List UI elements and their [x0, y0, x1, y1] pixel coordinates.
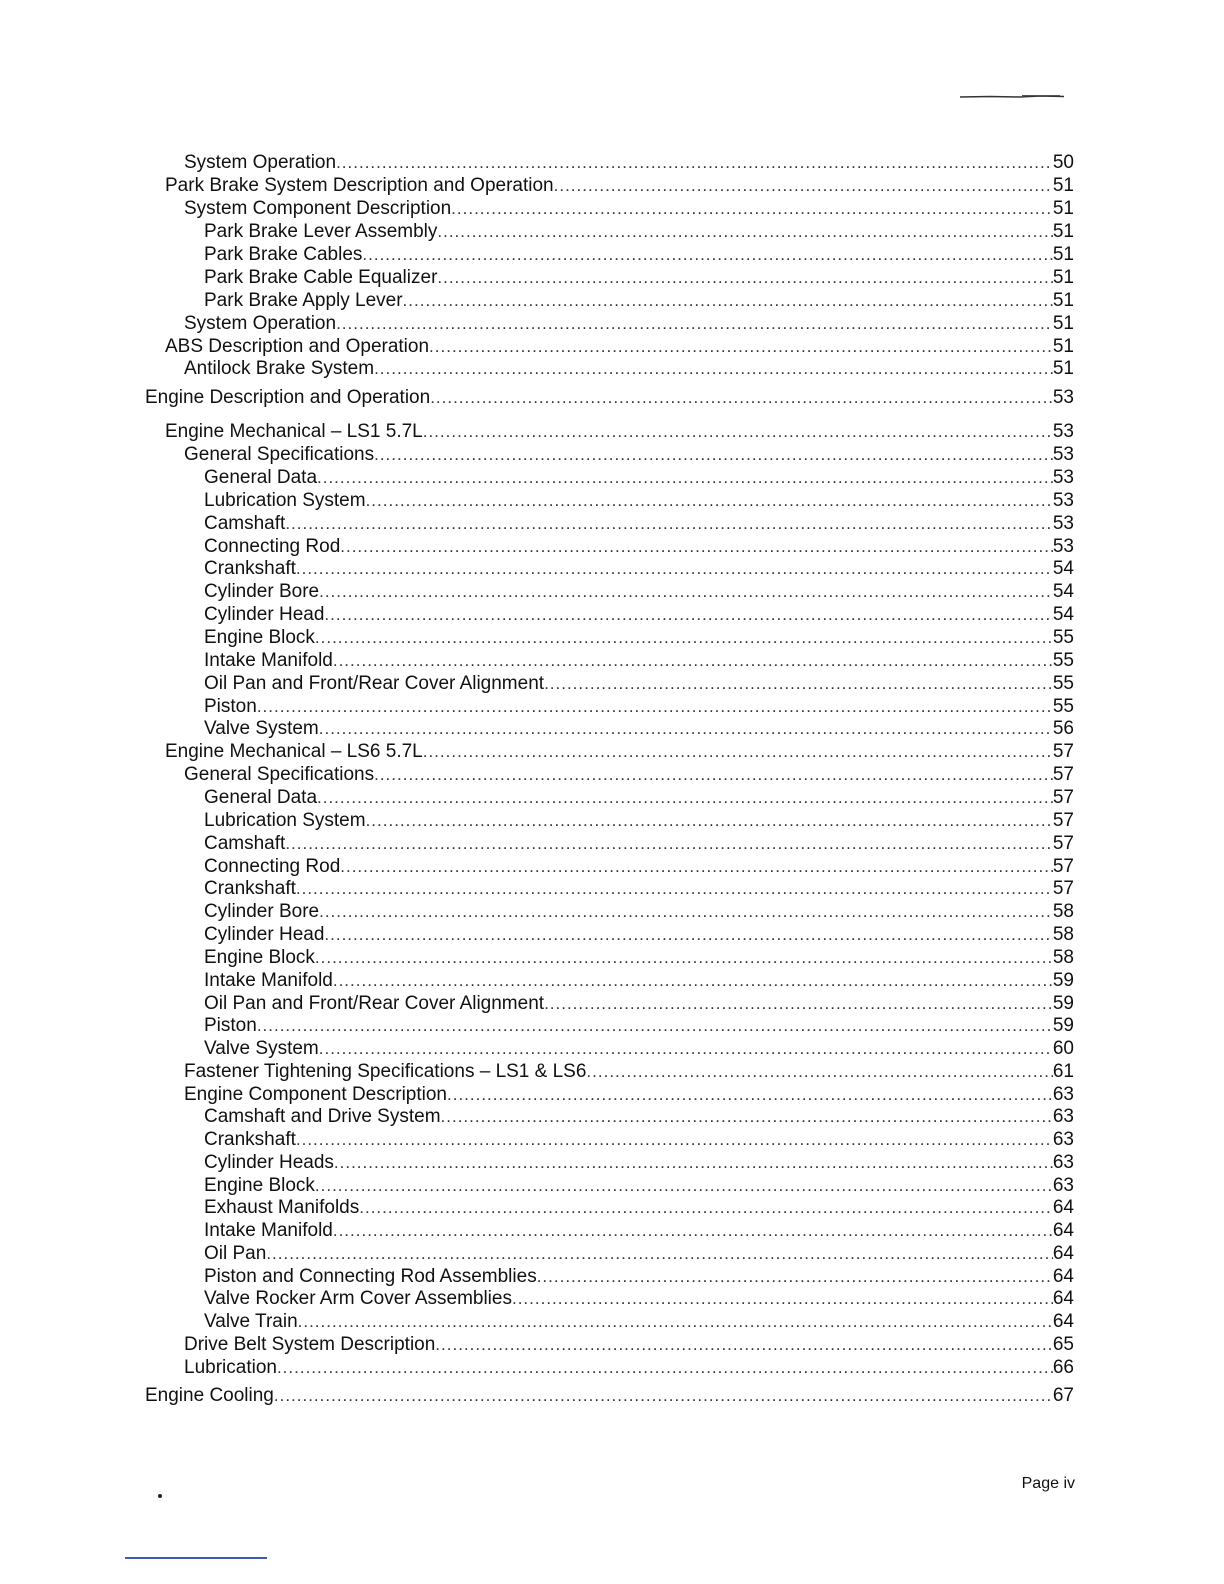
toc-entry-title: Park Brake Lever Assembly: [204, 221, 438, 242]
toc-entry[interactable]: [204, 1220, 1074, 1242]
toc-entry[interactable]: [204, 1175, 1074, 1197]
toc-entry-title: Engine Mechanical – LS6 5.7L: [165, 741, 423, 762]
toc-entry-title: Connecting Rod: [204, 856, 341, 877]
toc-leader-dots: [435, 1334, 1053, 1356]
toc-entry[interactable]: [145, 387, 1074, 409]
toc-entry-page: 64: [1052, 1266, 1074, 1287]
toc-entry-title: Camshaft: [204, 833, 286, 854]
toc-leader-dots: [285, 513, 1053, 535]
toc-entry[interactable]: [204, 1106, 1074, 1128]
toc-leader-dots: [319, 718, 1053, 740]
toc-leader-dots: [257, 1015, 1053, 1037]
toc-entry-page: 51: [1052, 221, 1074, 242]
toc-entry-title: Piston: [204, 1015, 257, 1036]
toc-leader-dots: [315, 1175, 1053, 1197]
toc-entry-page: 57: [1052, 787, 1074, 808]
toc-entry[interactable]: [184, 1084, 1074, 1106]
toc-entry[interactable]: [204, 650, 1074, 672]
toc-leader-dots: [317, 467, 1053, 489]
toc-entry[interactable]: [204, 627, 1074, 649]
toc-entry-title: Cylinder Head: [204, 604, 325, 625]
toc-entry-page: 51: [1052, 290, 1074, 311]
toc-entry[interactable]: [204, 1311, 1074, 1333]
toc-entry[interactable]: [204, 467, 1074, 489]
toc-entry-page: 57: [1052, 810, 1074, 831]
toc-entry-title: Valve Train: [204, 1311, 298, 1332]
toc-entry-page: 64: [1052, 1243, 1074, 1264]
toc-entry[interactable]: [184, 764, 1074, 786]
toc-entry-title: Engine Description and Operation: [145, 387, 431, 408]
toc-leader-dots: [512, 1288, 1053, 1310]
toc-entry[interactable]: [165, 175, 1074, 197]
toc-entry[interactable]: [165, 336, 1074, 358]
toc-entry-page: 55: [1052, 650, 1074, 671]
scan-dot-mark: [158, 1494, 162, 1498]
toc-entry-page: 57: [1052, 833, 1074, 854]
toc-entry[interactable]: [204, 947, 1074, 969]
toc-entry-title: Oil Pan and Front/Rear Cover Alignment: [204, 993, 545, 1014]
toc-entry-title: Camshaft and Drive System: [204, 1106, 441, 1127]
toc-leader-dots: [333, 970, 1053, 992]
toc-entry[interactable]: [184, 152, 1074, 174]
toc-entry[interactable]: [204, 290, 1074, 312]
toc-entry[interactable]: [204, 810, 1074, 832]
toc-entry-page: 51: [1052, 313, 1074, 334]
toc-entry-title: Engine Block: [204, 947, 315, 968]
toc-leader-dots: [296, 558, 1053, 580]
toc-leader-dots: [336, 313, 1053, 335]
toc-entry-title: Park Brake Cable Equalizer: [204, 267, 438, 288]
toc-entry-page: 55: [1052, 673, 1074, 694]
toc-entry-page: 53: [1052, 490, 1074, 511]
toc-entry-title: Camshaft: [204, 513, 286, 534]
toc-entry-title: Exhaust Manifolds: [204, 1197, 360, 1218]
toc-entry-title: Lubrication System: [204, 810, 366, 831]
toc-entry-page: 63: [1052, 1084, 1074, 1105]
toc-entry[interactable]: [184, 198, 1074, 220]
toc-entry-title: Fastener Tightening Specifications – LS1 & LS6: [184, 1061, 587, 1082]
toc-entry-page: 67: [1052, 1385, 1074, 1406]
toc-entry[interactable]: [204, 1288, 1074, 1310]
toc-entry-title: Crankshaft: [204, 1129, 296, 1150]
toc-entry-page: 64: [1052, 1220, 1074, 1241]
toc-entry-title: Lubrication System: [204, 490, 366, 511]
toc-leader-dots: [544, 993, 1053, 1015]
toc-leader-dots: [366, 490, 1053, 512]
toc-entry[interactable]: [204, 878, 1074, 900]
toc-entry-title: Park Brake Apply Lever: [204, 290, 403, 311]
toc-entry-page: 58: [1052, 901, 1074, 922]
toc-leader-dots: [374, 358, 1053, 380]
toc-entry-title: Piston: [204, 696, 257, 717]
toc-leader-dots: [336, 152, 1053, 174]
toc-entry[interactable]: [204, 673, 1074, 695]
toc-leader-dots: [544, 673, 1053, 695]
toc-entry-title: Engine Block: [204, 1175, 315, 1196]
toc-entry[interactable]: [204, 1197, 1074, 1219]
toc-entry-page: 54: [1052, 581, 1074, 602]
toc-entry-title: Engine Block: [204, 627, 315, 648]
toc-entry-title: Park Brake System Description and Operation: [165, 175, 554, 196]
toc-leader-dots: [315, 627, 1053, 649]
toc-entry-title: Drive Belt System Description: [184, 1334, 436, 1355]
toc-entry-page: 53: [1052, 513, 1074, 534]
toc-leader-dots: [319, 901, 1053, 923]
toc-leader-dots: [403, 290, 1053, 312]
toc-entry[interactable]: [204, 581, 1074, 603]
toc-leader-dots: [340, 536, 1053, 558]
toc-entry-title: General Data: [204, 467, 318, 488]
toc-entry[interactable]: [184, 1061, 1074, 1083]
toc-entry-title: General Specifications: [184, 764, 375, 785]
toc-entry[interactable]: [165, 741, 1074, 763]
toc-entry[interactable]: [204, 901, 1074, 923]
toc-leader-dots: [554, 175, 1053, 197]
toc-entry[interactable]: [184, 444, 1074, 466]
toc-entry[interactable]: [204, 244, 1074, 266]
toc-entry-page: 56: [1052, 718, 1074, 739]
toc-entry-page: 51: [1052, 336, 1074, 357]
toc-entry-page: 66: [1052, 1357, 1074, 1378]
toc-entry-page: 54: [1052, 604, 1074, 625]
toc-entry-title: System Component Description: [184, 198, 452, 219]
toc-entry-page: 59: [1052, 970, 1074, 991]
toc-entry-title: Intake Manifold: [204, 970, 333, 991]
toc-leader-dots: [423, 741, 1053, 763]
toc-entry-page: 55: [1052, 627, 1074, 648]
toc-leader-dots: [359, 1197, 1053, 1219]
toc-leader-dots: [362, 244, 1052, 266]
toc-leader-dots: [274, 1385, 1053, 1407]
toc-entry-title: General Specifications: [184, 444, 375, 465]
toc-entry[interactable]: [204, 833, 1074, 855]
toc-entry[interactable]: [204, 993, 1074, 1015]
toc-entry[interactable]: [184, 313, 1074, 335]
toc-entry[interactable]: [204, 696, 1074, 718]
toc-entry[interactable]: [184, 1357, 1074, 1379]
toc-leader-dots: [315, 947, 1053, 969]
toc-entry-page: 63: [1052, 1106, 1074, 1127]
toc-entry-title: Valve System: [204, 1038, 319, 1059]
toc-entry[interactable]: [204, 1152, 1074, 1174]
toc-entry-title: Engine Cooling: [145, 1385, 274, 1406]
toc-leader-dots: [423, 421, 1053, 443]
toc-leader-dots: [340, 856, 1053, 878]
toc-entry[interactable]: [184, 358, 1074, 380]
toc-entry-page: 51: [1052, 358, 1074, 379]
toc-leader-dots: [317, 787, 1053, 809]
toc-entry-title: System Operation: [184, 313, 337, 334]
toc-leader-dots: [285, 833, 1053, 855]
toc-entry-page: 63: [1052, 1129, 1074, 1150]
toc-entry[interactable]: [204, 787, 1074, 809]
toc-leader-dots: [451, 198, 1053, 220]
page-number-label: Page iv: [1021, 1475, 1075, 1492]
toc-leader-dots: [437, 267, 1052, 289]
toc-entry-page: 53: [1052, 467, 1074, 488]
toc-entry-page: 51: [1052, 175, 1074, 196]
toc-entry[interactable]: [204, 718, 1074, 740]
toc-entry-page: 59: [1052, 993, 1074, 1014]
toc-entry-title: Park Brake Cables: [204, 244, 363, 265]
toc-leader-dots: [296, 878, 1053, 900]
toc-entry[interactable]: [184, 1334, 1074, 1356]
toc-leader-dots: [324, 924, 1052, 946]
toc-entry[interactable]: [204, 1129, 1074, 1151]
toc-entry[interactable]: [204, 1015, 1074, 1037]
toc-entry[interactable]: [204, 604, 1074, 626]
toc-entry-title: Lubrication: [184, 1357, 277, 1378]
toc-entry-title: Oil Pan and Front/Rear Cover Alignment: [204, 673, 545, 694]
toc-leader-dots: [324, 604, 1052, 626]
toc-leader-dots: [430, 387, 1053, 409]
toc-entry-page: 54: [1052, 558, 1074, 579]
toc-entry-page: 63: [1052, 1152, 1074, 1173]
toc-entry-title: Engine Mechanical – LS1 5.7L: [165, 421, 423, 442]
toc-entry-title: Valve System: [204, 718, 319, 739]
toc-entry-page: 64: [1052, 1288, 1074, 1309]
toc-leader-dots: [366, 810, 1053, 832]
toc-entry-title: Crankshaft: [204, 558, 296, 579]
toc-leader-dots: [429, 336, 1053, 358]
toc-entry-title: Intake Manifold: [204, 650, 333, 671]
toc-entry-page: 51: [1052, 244, 1074, 265]
toc-leader-dots: [447, 1084, 1053, 1106]
toc-entry-page: 64: [1052, 1311, 1074, 1332]
toc-entry-page: 50: [1052, 152, 1074, 173]
toc-entry-page: 57: [1052, 856, 1074, 877]
toc-entry[interactable]: [145, 1385, 1074, 1407]
toc-leader-dots: [298, 1311, 1053, 1333]
toc-entry-title: Connecting Rod: [204, 536, 341, 557]
toc-leader-dots: [319, 581, 1053, 603]
toc-entry[interactable]: [204, 1038, 1074, 1060]
toc-entry-page: 64: [1052, 1197, 1074, 1218]
toc-entry-page: 55: [1052, 696, 1074, 717]
toc-leader-dots: [333, 650, 1053, 672]
toc-leader-dots: [374, 444, 1053, 466]
toc-entry-title: Cylinder Heads: [204, 1152, 334, 1173]
toc-entry-page: 65: [1052, 1334, 1074, 1355]
toc-entry[interactable]: [204, 513, 1074, 535]
toc-entry-title: Cylinder Bore: [204, 901, 320, 922]
toc-entry-page: 61: [1052, 1061, 1074, 1082]
toc-entry[interactable]: [165, 421, 1074, 443]
toc-entry-page: 63: [1052, 1175, 1074, 1196]
toc-entry-page: 57: [1052, 764, 1074, 785]
toc-entry-title: Crankshaft: [204, 878, 296, 899]
toc-entry-title: General Data: [204, 787, 318, 808]
toc-entry-title: System Operation: [184, 152, 337, 173]
toc-leader-dots: [319, 1038, 1053, 1060]
toc-entry-title: ABS Description and Operation: [165, 336, 430, 357]
toc-leader-dots: [437, 221, 1052, 243]
toc-entry-page: 53: [1052, 444, 1074, 465]
toc-leader-dots: [334, 1152, 1053, 1174]
toc-entry[interactable]: [204, 856, 1074, 878]
toc-entry-title: Intake Manifold: [204, 1220, 333, 1241]
toc-leader-dots: [266, 1243, 1053, 1265]
toc-entry-page: 53: [1052, 387, 1074, 408]
toc-entry[interactable]: [204, 536, 1074, 558]
toc-entry-page: 51: [1052, 198, 1074, 219]
toc-entry-title: Cylinder Head: [204, 924, 325, 945]
toc-leader-dots: [296, 1129, 1053, 1151]
toc-entry-page: 58: [1052, 947, 1074, 968]
toc-leader-dots: [537, 1266, 1053, 1288]
toc-entry[interactable]: [204, 1266, 1074, 1288]
toc-entry-page: 57: [1052, 741, 1074, 762]
toc-entry[interactable]: [204, 924, 1074, 946]
scan-bottom-line: [125, 1557, 267, 1559]
toc-entry-page: 57: [1052, 878, 1074, 899]
toc-leader-dots: [586, 1061, 1052, 1083]
toc-entry-title: Piston and Connecting Rod Assemblies: [204, 1266, 537, 1287]
toc-leader-dots: [257, 696, 1053, 718]
toc-entry-title: Valve Rocker Arm Cover Assemblies: [204, 1288, 512, 1309]
toc-entry[interactable]: [204, 1243, 1074, 1265]
toc-entry-page: 58: [1052, 924, 1074, 945]
toc-leader-dots: [333, 1220, 1053, 1242]
toc-leader-dots: [277, 1357, 1053, 1379]
toc-entry-title: Antilock Brake System: [184, 358, 375, 379]
toc-entry-page: 51: [1052, 267, 1074, 288]
toc-entry-page: 60: [1052, 1038, 1074, 1059]
toc-entry[interactable]: [204, 490, 1074, 512]
toc-entry-title: Cylinder Bore: [204, 581, 320, 602]
toc-entry[interactable]: [204, 970, 1074, 992]
toc-leader-dots: [374, 764, 1053, 786]
toc-entry[interactable]: [204, 267, 1074, 289]
toc-entry-title: Engine Component Description: [184, 1084, 447, 1105]
toc-entry-page: 53: [1052, 536, 1074, 557]
toc-leader-dots: [441, 1106, 1053, 1128]
toc-entry[interactable]: [204, 558, 1074, 580]
toc-entry-page: 53: [1052, 421, 1074, 442]
toc-entry-page: 59: [1052, 1015, 1074, 1036]
toc-entry[interactable]: [204, 221, 1074, 243]
toc-entry-title: Oil Pan: [204, 1243, 267, 1264]
